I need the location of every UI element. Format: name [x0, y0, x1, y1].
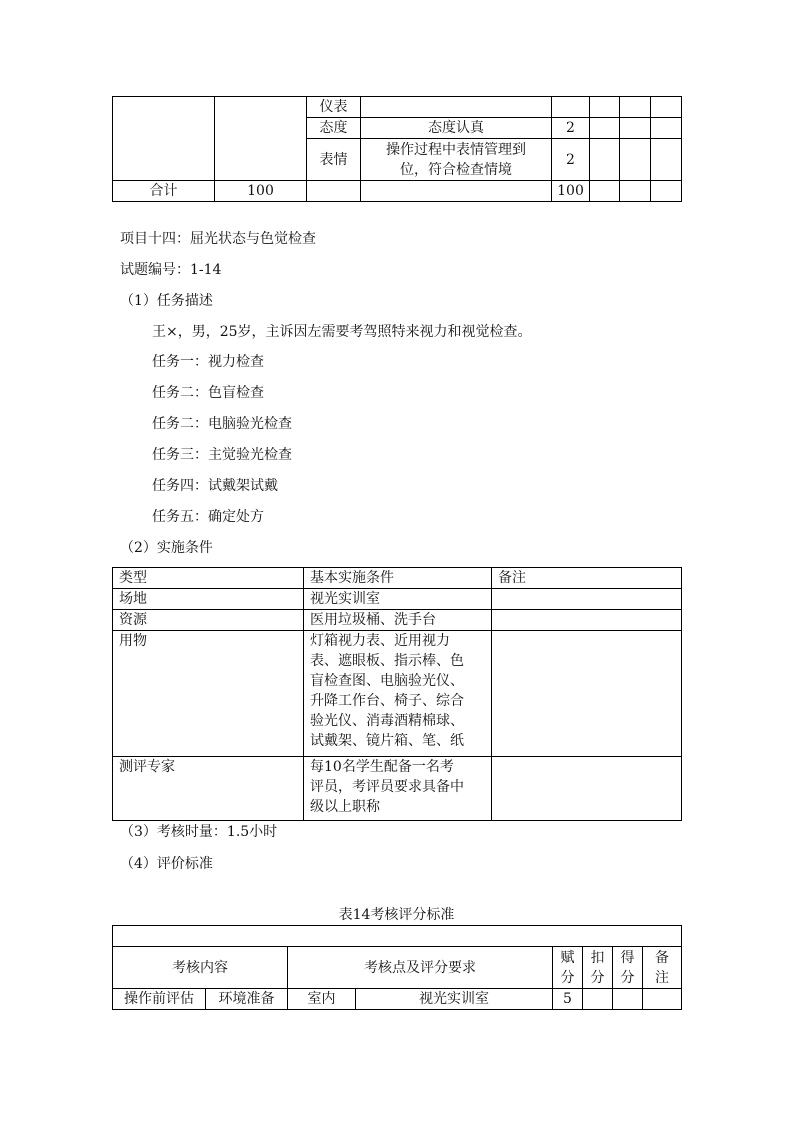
requirement-cell: 操作过程中表情管理到 位，符合检查情境	[361, 139, 552, 181]
table-caption: 表14考核评分标准	[338, 907, 455, 923]
get-cell	[613, 989, 643, 1010]
total-label: 合计	[113, 181, 215, 202]
project-title: 项目十四：屈光状态与色觉检查	[120, 231, 316, 247]
header-get: 得 分	[613, 947, 643, 989]
deduct-cell	[590, 118, 620, 139]
condition-cell: 视光实训室	[304, 589, 492, 610]
task-item: 任务二：电脑验光检查	[152, 416, 292, 432]
get-cell	[620, 139, 651, 181]
section-heading-duration: （3）考核时量：1.5小时	[120, 824, 278, 840]
task-item: 任务五：确定处方	[152, 509, 264, 525]
merged-item-cell	[215, 97, 307, 181]
point-cell: 仪表	[307, 97, 361, 118]
scoring-standard-table	[112, 925, 682, 1010]
score-cell	[552, 97, 590, 118]
type-cell: 场地	[113, 589, 304, 610]
conditions-table	[112, 567, 682, 821]
header-assign: 赋 分	[553, 947, 583, 989]
task-item: 任务四：试戴架试戴	[152, 478, 278, 494]
deduct-cell	[590, 139, 620, 181]
blank-header-row	[113, 926, 682, 947]
task-item: 任务三：主觉验光检查	[152, 447, 292, 463]
note-cell	[651, 139, 682, 181]
header-content: 考核内容	[113, 947, 288, 989]
get-cell	[620, 118, 651, 139]
note-cell	[492, 631, 682, 757]
header-note: 备注	[492, 568, 682, 589]
note-cell	[492, 589, 682, 610]
header-note: 备 注	[643, 947, 682, 989]
item-cell: 环境准备	[206, 989, 288, 1010]
score-cell: 2	[552, 139, 590, 181]
scoring-table-continuation	[112, 96, 682, 202]
header-points: 考核点及评分要求	[288, 947, 553, 989]
condition-cell: 灯箱视力表、近用视力 表、遮眼板、指示棒、色 盲检查图、电脑验光仪、 升降工作台、椅子、综合 验光仪、消毒酒精棉球、 试戴架、镜片箱、笔、纸	[304, 631, 492, 757]
task-item: 任务二：色盲检查	[152, 385, 264, 401]
requirement-cell	[361, 97, 552, 118]
type-cell: 测评专家	[113, 757, 304, 821]
header-conditions: 基本实施条件	[304, 568, 492, 589]
deduct-cell	[583, 989, 613, 1010]
deduct-cell	[590, 97, 620, 118]
type-cell: 资源	[113, 610, 304, 631]
condition-cell: 医用垃圾桶、洗手台	[304, 610, 492, 631]
condition-cell: 每10名学生配备一名考 评员，考评员要求具备中 级以上职称	[304, 757, 492, 821]
total-score: 100	[552, 181, 590, 202]
stage-cell: 操作前评估	[113, 989, 206, 1010]
type-cell: 用物	[113, 631, 304, 757]
note-cell	[651, 118, 682, 139]
requirement-cell: 视光实训室	[356, 989, 553, 1010]
point-cell: 表情	[307, 139, 361, 181]
point-cell: 态度	[307, 118, 361, 139]
header-type: 类型	[113, 568, 304, 589]
header-deduct: 扣 分	[583, 947, 613, 989]
section-heading-criteria: （4）评价标准	[120, 856, 213, 872]
task-item: 任务一：视力检查	[152, 354, 264, 370]
sub-item-cell: 室内	[288, 989, 356, 1010]
note-cell	[651, 97, 682, 118]
get-cell	[620, 97, 651, 118]
note-cell	[492, 610, 682, 631]
requirement-cell: 态度认真	[361, 118, 552, 139]
score-cell: 2	[552, 118, 590, 139]
note-cell	[643, 989, 682, 1010]
total-value: 100	[215, 181, 307, 202]
merged-stage-cell	[113, 97, 215, 181]
note-cell	[492, 757, 682, 821]
question-number: 试题编号：1-14	[120, 262, 222, 278]
section-heading-conditions: （2）实施条件	[120, 540, 213, 556]
section-heading-task: （1）任务描述	[120, 293, 213, 309]
score-cell: 5	[553, 989, 583, 1010]
case-description: 王×，男，25岁，主诉因左需要考驾照特来视力和视觉检查。	[152, 324, 532, 340]
